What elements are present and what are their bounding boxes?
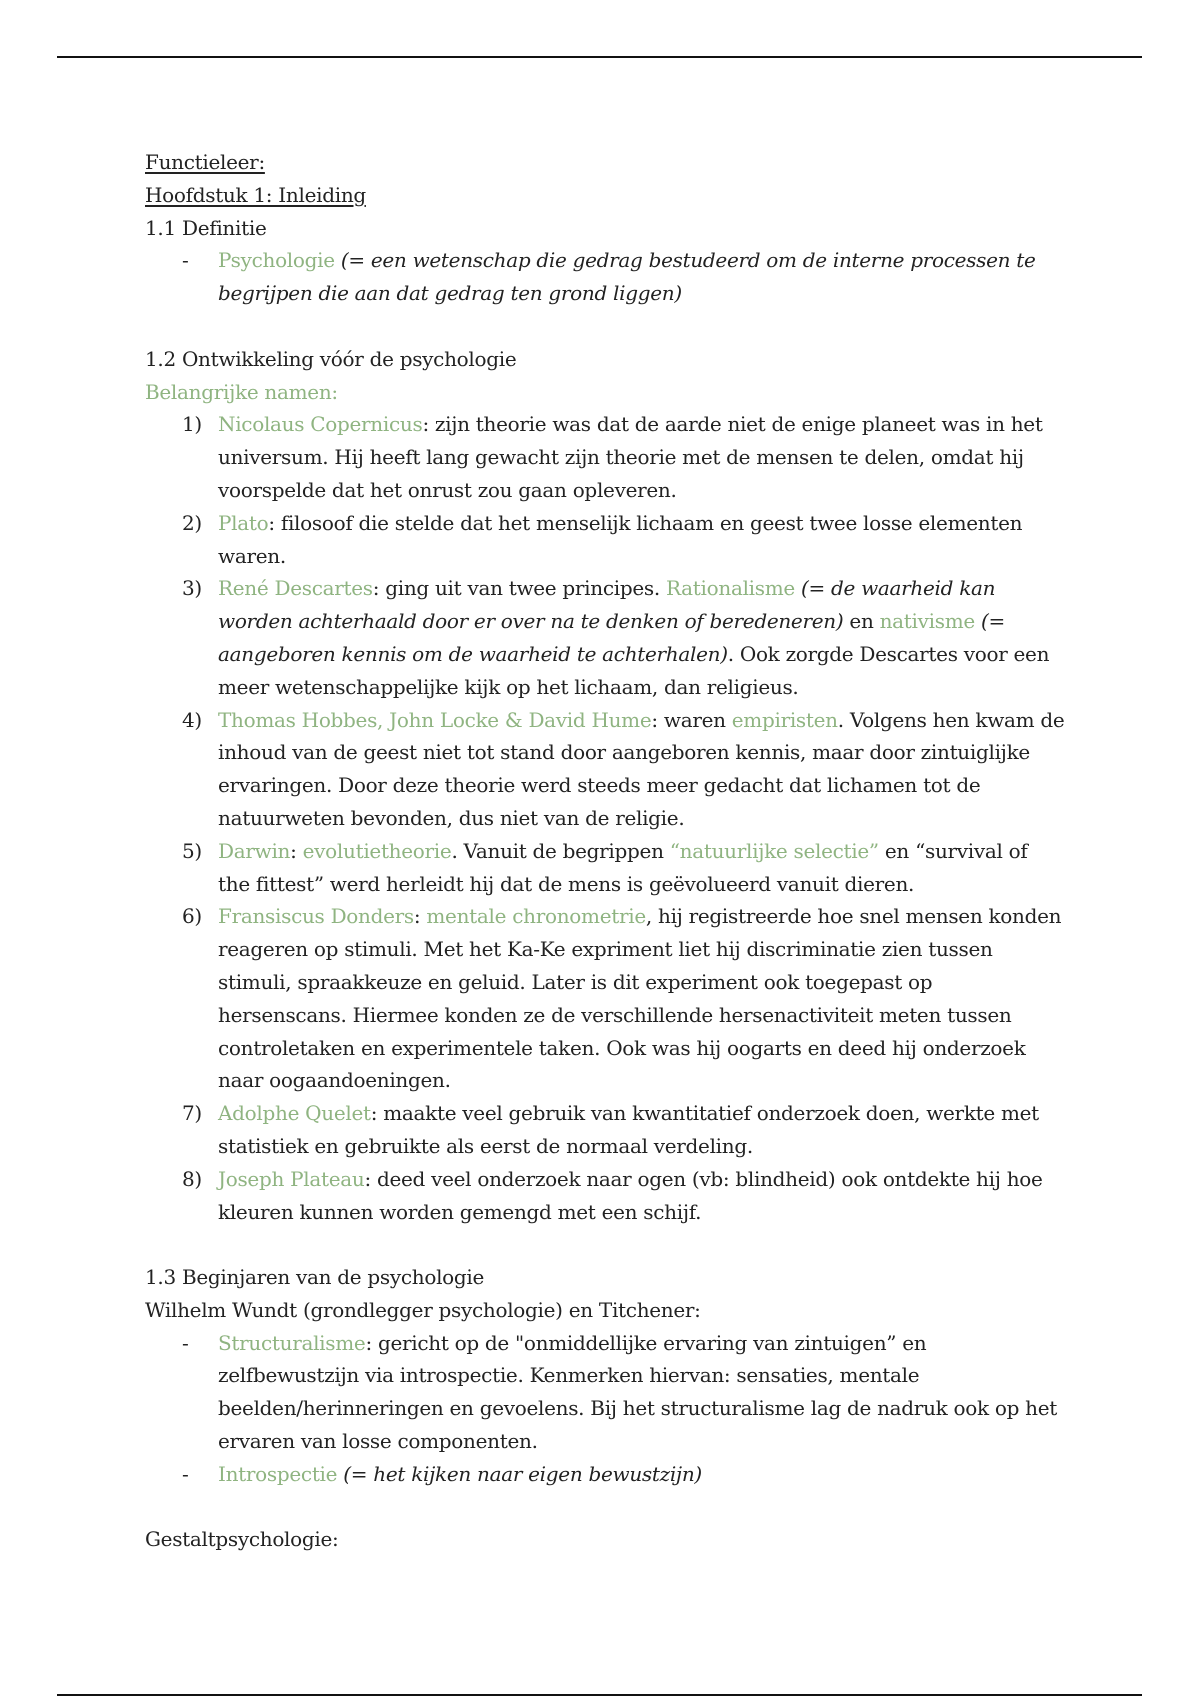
section-1-3-intro: Wilhelm Wundt (grondlegger psychologie) en Titchener: xyxy=(145,1297,701,1322)
person-name: Darwin xyxy=(218,838,291,863)
list-number: 8) xyxy=(182,1166,202,1191)
list-item xyxy=(145,900,1065,1097)
list-item xyxy=(145,507,1065,573)
list-number: 4) xyxy=(182,707,202,732)
important-names-heading: Belangrijke namen: xyxy=(145,379,338,404)
item-text: : gericht op de "onmiddellijke ervaring van zintuigen” en zelfbewustzijn via introspectie. Kenmerken hiervan: sensaties, mentale beelden/herinneringen en gevoelens. Bij het structuralisme lag de nadruk ook op het ervaren van losse componenten. xyxy=(218,1330,1058,1454)
list-item xyxy=(145,572,1065,703)
person-name: Adolphe Quelet xyxy=(218,1101,371,1126)
item-text: , hij registreerde hoe snel mensen konden reageren op stimuli. Met het Ka-Ke expriment liet hij discriminatie zien tussen stimuli, spraakkeuze en geluid. Later is dit experiment ook toegepast op hersenscans. Hiermee konden ze de verschillende hersenactiviteit meten tussen controletaken en experimentele taken. Ook was hij oogarts en deed hij onderzoek naar oogaandoeningen. xyxy=(218,904,1062,1093)
list-item xyxy=(145,1327,1065,1458)
item-text: en xyxy=(843,609,880,634)
item-text: . Vanuit de begrippen xyxy=(451,838,670,863)
section-1-2-heading: 1.2 Ontwikkeling vóór de psychologie xyxy=(145,346,517,371)
bullet-dash: - xyxy=(182,1330,189,1355)
term-definition: (= het kijken naar eigen bewustzijn) xyxy=(337,1461,702,1486)
chapter-heading: Hoofdstuk 1: Inleiding xyxy=(145,182,366,207)
gestalt-heading: Gestaltpsychologie: xyxy=(145,1527,339,1552)
item-text: : xyxy=(413,904,427,929)
list-item xyxy=(145,835,1065,901)
list-number: 3) xyxy=(182,576,202,601)
term-nativisme: nativisme xyxy=(879,609,975,634)
section-1-3-heading: 1.3 Beginjaren van de psychologie xyxy=(145,1265,485,1290)
item-text: : deed veel onderzoek naar ogen (vb: blindheid) ook ontdekte hij hoe kleuren kunnen worden gemengd met een schijf. xyxy=(218,1166,1043,1224)
item-text: : ging uit van twee principes. xyxy=(372,576,666,601)
list-number: 1) xyxy=(182,412,202,437)
list-item xyxy=(145,1097,1065,1163)
item-text: . Volgens hen kwam de inhoud van de geest niet tot stand door aangeboren kennis, maar door zintuiglijke ervaringen. Door deze theorie werd steeds meer gedacht dat lichamen tot de natuurweten bevonden, dus niet van de religie. xyxy=(218,707,1065,830)
term-rationalisme: Rationalisme xyxy=(665,576,795,601)
term-definition: (= aangeboren kennis om de waarheid te achterhalen) xyxy=(218,609,1005,666)
person-name: Thomas Hobbes, John Locke & David Hume xyxy=(218,707,652,732)
footer-rule xyxy=(57,1694,1142,1696)
document-title: Functieleer: xyxy=(145,150,265,174)
item-text: . Ook zorgde Descartes voor een meer wetenschappelijke kijk op het lichaam, dan religieus. xyxy=(218,641,1050,699)
definition-bullet xyxy=(145,244,1065,310)
item-text: : maakte veel gebruik van kwantitatief onderzoek doen, werkte met statistiek en gebruikte als eerst de normaal verdeling. xyxy=(218,1101,1039,1158)
item-text: en “survival of the fittest” werd herleidt hij dat de mens is geëvolueerd vanuit dieren. xyxy=(218,838,1028,896)
list-number: 2) xyxy=(182,510,202,535)
term-mentale-chronometrie: mentale chronometrie xyxy=(426,904,646,929)
list-item xyxy=(145,704,1065,835)
section-1-1-heading: 1.1 Definitie xyxy=(145,215,267,240)
list-number: 6) xyxy=(182,904,202,929)
person-name: Nicolaus Copernicus xyxy=(218,412,423,437)
list-number: 7) xyxy=(182,1101,202,1126)
list-item xyxy=(145,408,1065,506)
person-name: Plato xyxy=(218,510,269,535)
list-number: 5) xyxy=(182,838,202,863)
term-definition: (= de waarheid kan worden achterhaald door er over na te denken of beredeneren) xyxy=(218,576,996,634)
term-introspectie: Introspectie xyxy=(218,1461,338,1486)
header-rule xyxy=(57,56,1142,58)
list-item xyxy=(145,1458,1065,1491)
bullet-dash: - xyxy=(182,248,189,273)
term-structuralisme: Structuralisme xyxy=(218,1330,366,1355)
person-name: René Descartes xyxy=(218,576,373,601)
term-natuurlijke-selectie: “natuurlijke selectie” xyxy=(669,838,879,863)
item-text: : filosoof die stelde dat het menselijk lichaam en geest twee losse elementen waren. xyxy=(218,510,1023,568)
definition-text: (= een wetenschap die gedrag bestudeerd om de interne processen te begrijpen die aan dat gedrag ten grond liggen) xyxy=(218,248,1036,306)
item-text: : zijn theorie was dat de aarde niet de enige planeet was in het universum. Hij heeft lang gewacht zijn theorie met de mensen te delen, omdat hij voorspelde dat het onrust zou gaan opleveren. xyxy=(218,412,1043,502)
list-item xyxy=(145,1163,1065,1229)
bullet-dash: - xyxy=(182,1461,189,1486)
term-empiristen: empiristen xyxy=(731,707,838,732)
term-evolutietheorie: evolutietheorie xyxy=(302,838,452,863)
item-text: : xyxy=(290,838,303,863)
person-name: Joseph Plateau xyxy=(218,1166,365,1191)
term-psychologie: Psychologie xyxy=(218,248,335,273)
person-name: Fransiscus Donders xyxy=(218,904,414,929)
document-body xyxy=(145,146,1065,1556)
item-text: : waren xyxy=(651,707,732,732)
